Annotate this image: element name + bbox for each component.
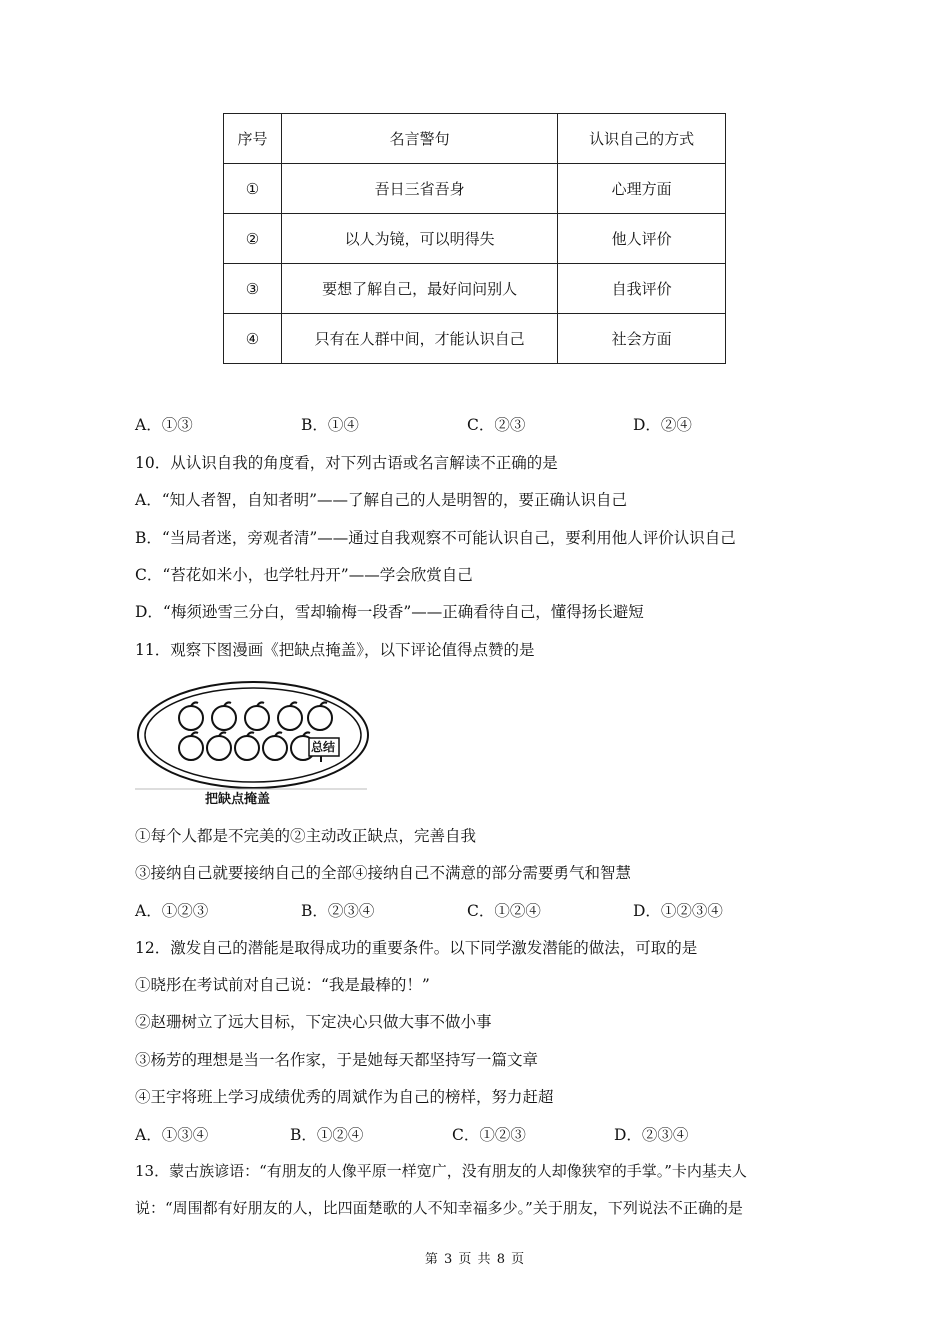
cartoon-caption: 把缺点掩盖 xyxy=(205,792,271,807)
q12-statement: ③杨芳的理想是当一名作家，于是她每天都坚持写一篇文章 xyxy=(135,1051,539,1069)
table-cell: ④ xyxy=(224,314,282,364)
q11-stem: 11．观察下图漫画《把缺点掩盖》，以下评论值得点赞的是 xyxy=(135,641,535,659)
cartoon-tag: 总结 xyxy=(311,740,336,754)
table-cell: ② xyxy=(224,214,282,264)
q12-option-a: A．①③④ xyxy=(135,1126,209,1144)
reference-table xyxy=(223,113,726,364)
q12-statement: ④王宇将班上学习成绩优秀的周斌作为自己的榜样，努力赶超 xyxy=(135,1088,554,1106)
q11-option-c: C．①②④ xyxy=(467,902,541,920)
table-cell: 吾日三省吾身 xyxy=(281,164,557,214)
q9-option-b: B．①④ xyxy=(301,416,359,434)
table-cell: 心理方面 xyxy=(558,164,726,214)
q12-option-c: C．①②③ xyxy=(452,1126,526,1144)
q11-option-a: A．①②③ xyxy=(135,902,209,920)
q10-option-d: D．“梅须逊雪三分白，雪却输梅一段香”——正确看待自己，懂得扬长避短 xyxy=(135,603,644,621)
page-footer: 第 3 页 共 8 页 xyxy=(424,1252,526,1267)
cartoon-figure xyxy=(135,676,370,806)
table-header-row xyxy=(224,114,726,164)
q12-option-b: B．①②④ xyxy=(290,1126,364,1144)
q13-stem-line-2: 说：“周围都有好朋友的人，比四面楚歌的人不知幸福多少。”关于朋友，下列说法不正确的是 xyxy=(135,1199,743,1217)
table-cell: 社会方面 xyxy=(558,314,726,364)
table-header-cell: 名言警句 xyxy=(281,114,557,164)
q9-option-c: C．②③ xyxy=(467,416,526,434)
q10-option-c: C．“苔花如米小，也学牡丹开”——学会欣赏自己 xyxy=(135,566,473,584)
q12-statement: ②赵珊树立了远大目标，下定决心只做大事不做小事 xyxy=(135,1013,492,1031)
table-cell: 要想了解自己，最好问问别人 xyxy=(281,264,557,314)
q10-option-a: A．“知人者智，自知者明”——了解自己的人是明智的，要正确认识自己 xyxy=(135,491,628,509)
q10-stem: 10．从认识自我的角度看，对下列古语或名言解读不正确的是 xyxy=(135,454,558,472)
table-cell: ③ xyxy=(224,264,282,314)
q13-stem-line-1: 13．蒙古族谚语：“有朋友的人像平原一样宽广，没有朋友的人却像狭窄的手掌。”卡内基夫人 xyxy=(135,1162,747,1180)
q10-option-b: B．“当局者迷，旁观者清”——通过自我观察不可能认识自己，要利用他人评价认识自己 xyxy=(135,529,736,547)
q9-option-a: A．①③ xyxy=(135,416,193,434)
q12-statement: ①晓彤在考试前对自己说：“我是最棒的！” xyxy=(135,976,430,994)
table-cell: 只有在人群中间，才能认识自己 xyxy=(281,314,557,364)
table-row xyxy=(224,214,726,264)
table-cell: 他人评价 xyxy=(558,214,726,264)
table-header-cell: 序号 xyxy=(224,114,282,164)
q9-option-d: D．②④ xyxy=(633,416,692,434)
q12-stem: 12．激发自己的潜能是取得成功的重要条件。以下同学激发潜能的做法，可取的是 xyxy=(135,939,698,957)
q12-option-d: D．②③④ xyxy=(614,1126,689,1144)
table-row xyxy=(224,164,726,214)
table-header-cell: 认识自己的方式 xyxy=(558,114,726,164)
table-row xyxy=(224,314,726,364)
q11-option-d: D．①②③④ xyxy=(633,902,723,920)
table-cell: 自我评价 xyxy=(558,264,726,314)
q11-option-b: B．②③④ xyxy=(301,902,375,920)
table-cell: ① xyxy=(224,164,282,214)
q11-statement: ①每个人都是不完美的②主动改正缺点，完善自我 xyxy=(135,827,477,845)
q11-statement: ③接纳自己就要接纳自己的全部④接纳自己不满意的部分需要勇气和智慧 xyxy=(135,864,632,882)
table-row xyxy=(224,264,726,314)
table-cell: 以人为镜，可以明得失 xyxy=(281,214,557,264)
